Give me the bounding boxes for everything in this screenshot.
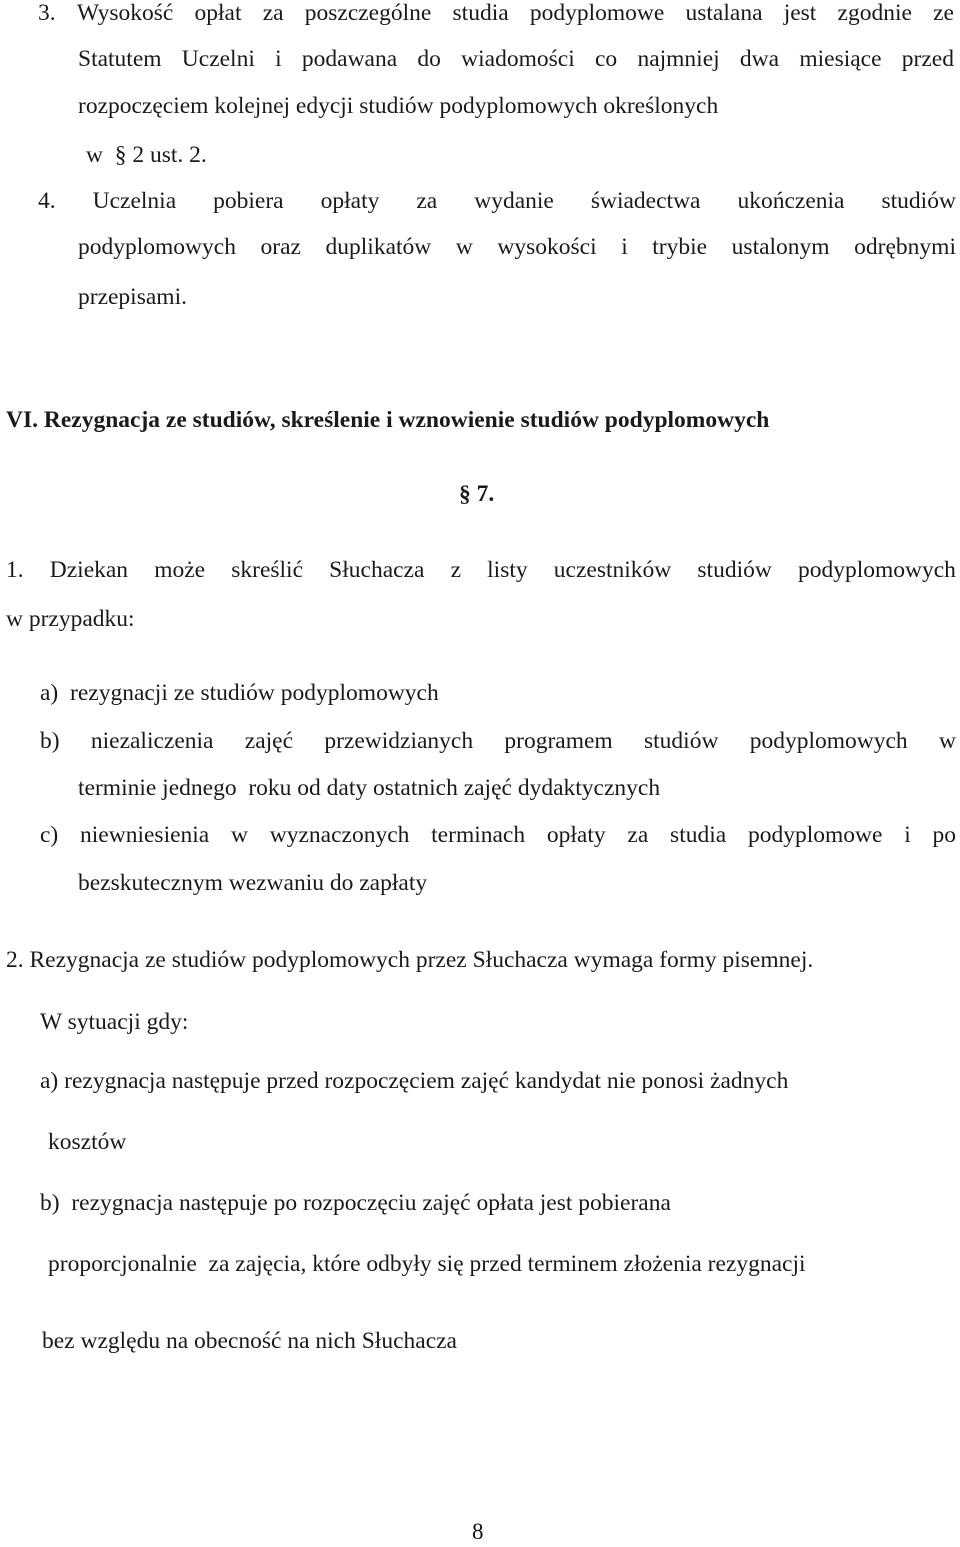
- item4-line3: przepisami.: [78, 284, 187, 310]
- word: podyplomowych: [749, 728, 908, 754]
- word: może: [154, 557, 206, 583]
- word: oraz: [260, 234, 301, 260]
- word: studiów: [881, 188, 956, 214]
- word: duplikatów: [325, 234, 432, 260]
- word: 1.: [6, 557, 24, 583]
- word: niewniesienia: [80, 822, 210, 848]
- item4-line1: [38, 186, 956, 216]
- word: do: [417, 46, 441, 72]
- word: za: [416, 188, 438, 214]
- word: ustalonym: [731, 234, 830, 260]
- point1-line2: w przypadku:: [6, 606, 135, 632]
- word: dwa: [739, 46, 780, 72]
- word: terminach: [431, 822, 526, 848]
- item3-line3: rozpoczęciem kolejnej edycji studiów podyplomowych określonych: [78, 93, 719, 119]
- word: Uczelni: [181, 46, 255, 72]
- word: wyznaczonych: [269, 822, 410, 848]
- word: poszczególne: [304, 0, 432, 26]
- point2-b-line3: bez względu na obecność na nich Słuchacza: [42, 1328, 457, 1354]
- word: ustalana: [685, 0, 763, 26]
- item3-line1: [38, 0, 954, 28]
- word: studia: [670, 822, 727, 848]
- word: opłaty: [320, 188, 380, 214]
- word: skreślić: [231, 557, 304, 583]
- word: pobiera: [213, 188, 284, 214]
- word: studia: [452, 0, 509, 26]
- word: podawana: [301, 46, 398, 72]
- word: Słuchacza: [329, 557, 425, 583]
- word: studiów: [697, 557, 772, 583]
- point2-line2: W sytuacji gdy:: [40, 1009, 189, 1035]
- word: listy: [487, 557, 528, 583]
- word: niezaliczenia: [90, 728, 214, 754]
- word: podyplomowych: [78, 234, 236, 260]
- word: wysokości: [497, 234, 597, 260]
- word: uczestników: [553, 557, 672, 583]
- word: zajęć: [244, 728, 294, 754]
- word: po: [932, 822, 956, 848]
- word: podyplomowe: [747, 822, 883, 848]
- point2-b-line2: proporcjonalnie za zajęcia, które odbyły się przed terminem złożenia rezygnacji: [48, 1251, 806, 1277]
- word: i: [621, 234, 628, 260]
- item3-line2: [78, 44, 954, 74]
- word: odrębnymi: [854, 234, 956, 260]
- point1-c-line2: bezskutecznym wezwaniu do zapłaty: [78, 870, 428, 896]
- word: za: [262, 0, 284, 26]
- word: i: [904, 822, 911, 848]
- point1-a: a) rezygnacji ze studiów podyplomowych: [40, 680, 439, 706]
- point2-b-line1: b) rezygnacja następuje po rozpoczęciu zajęć opłata jest pobierana: [40, 1190, 671, 1216]
- word: wiadomości: [461, 46, 575, 72]
- item3-line4: w § 2 ust. 2.: [86, 142, 207, 168]
- word: przed: [901, 46, 954, 72]
- word: c): [40, 822, 59, 848]
- paragraph-mark: § 7.: [459, 481, 495, 507]
- word: ukończenia: [737, 188, 845, 214]
- word: Uczelnia: [92, 188, 177, 214]
- page-number: 8: [472, 1519, 484, 1544]
- word: 4.: [38, 188, 56, 214]
- word: trybie: [652, 234, 708, 260]
- word: b): [40, 728, 60, 754]
- word: zgodnie: [837, 0, 912, 26]
- word: podyplomowe: [529, 0, 665, 26]
- word: 3.: [38, 0, 56, 26]
- word: za: [627, 822, 649, 848]
- word: w: [231, 822, 248, 848]
- word: w: [938, 728, 956, 754]
- item4-line2: [78, 232, 956, 262]
- word: z: [450, 557, 462, 583]
- word: jest: [783, 0, 817, 26]
- word: ze: [933, 0, 954, 26]
- word: miesiące: [799, 46, 882, 72]
- point1-b-line1: [40, 726, 956, 756]
- word: i: [275, 46, 282, 72]
- word: studiów: [643, 728, 719, 754]
- word: opłaty: [546, 822, 606, 848]
- word: co: [595, 46, 618, 72]
- word: świadectwa: [590, 188, 701, 214]
- word: najmniej: [637, 46, 720, 72]
- point2-a-line2: kosztów: [48, 1129, 127, 1155]
- point2-a-line1: a) rezygnacja następuje przed rozpoczęciem zajęć kandydat nie ponosi żadnych: [40, 1068, 789, 1094]
- word: opłat: [194, 0, 242, 26]
- word: przewidzianych: [324, 728, 474, 754]
- point1-line1: [6, 555, 956, 585]
- point1-c-line1: [40, 820, 956, 850]
- section-heading: VI. Rezygnacja ze studiów, skreślenie i wznowienie studiów podyplomowych: [6, 407, 770, 433]
- word: Dziekan: [49, 557, 129, 583]
- point1-b-line2: terminie jednego roku od daty ostatnich zajęć dydaktycznych: [78, 775, 661, 801]
- word: wydanie: [474, 188, 554, 214]
- word: Wysokość: [76, 0, 174, 26]
- word: w: [455, 234, 473, 260]
- word: Statutem: [78, 46, 162, 72]
- word: podyplomowych: [797, 557, 956, 583]
- point2-line1: 2. Rezygnacja ze studiów podyplomowych przez Słuchacza wymaga formy pisemnej.: [6, 947, 814, 973]
- word: programem: [504, 728, 613, 754]
